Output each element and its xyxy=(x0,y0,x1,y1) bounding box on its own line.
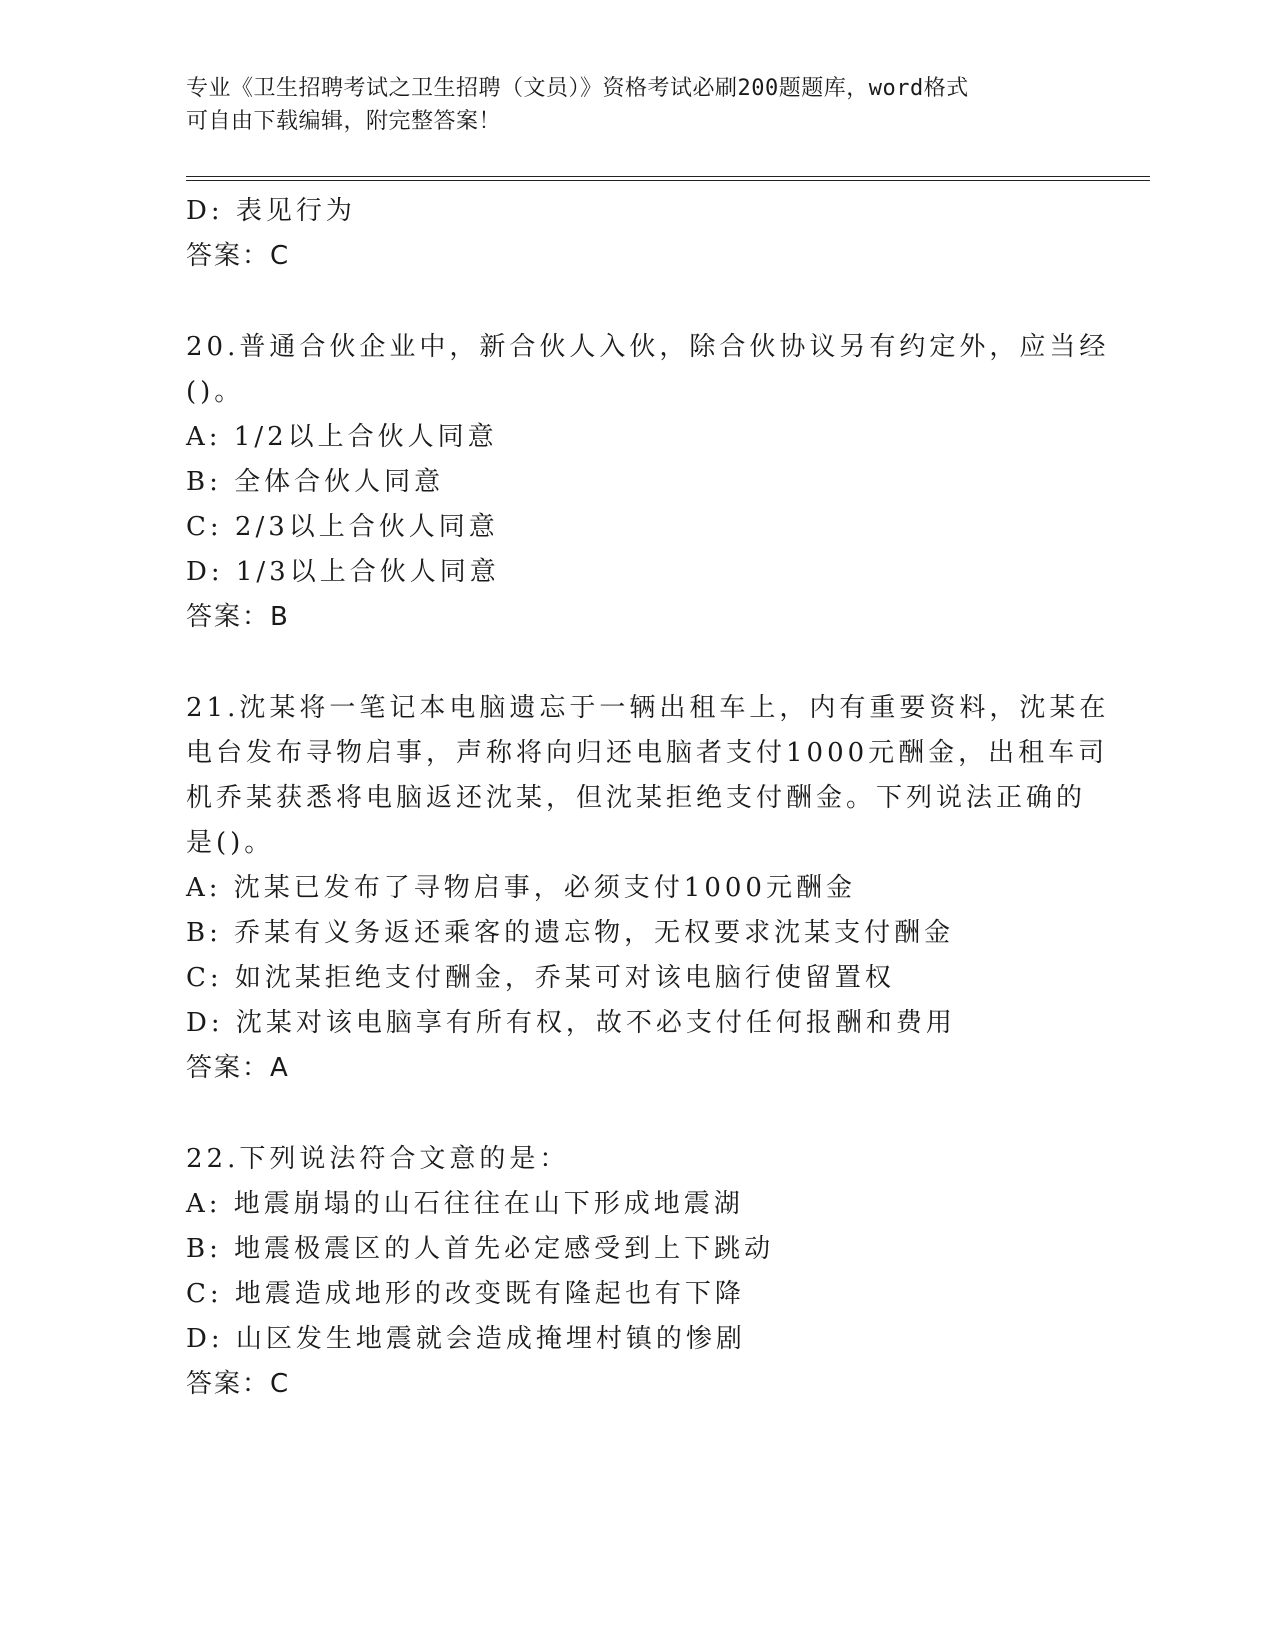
question-stem-line: 22.下列说法符合文意的是： xyxy=(186,1144,570,1174)
option-d: D: 山区发生地震就会造成掩埋村镇的惨剧 xyxy=(186,1324,746,1354)
option-c: C: 地震造成地形的改变既有隆起也有下降 xyxy=(186,1279,745,1309)
question-content xyxy=(186,189,1110,1407)
question-stem-line: ()。 xyxy=(186,377,245,407)
option-b: B: 地震极震区的人首先必定感受到上下跳动 xyxy=(186,1234,775,1264)
option-c: C: 2/3以上合伙人同意 xyxy=(186,512,499,542)
question-stem-line: 电台发布寻物启事，声称将向归还电脑者支付1000元酬金，出租车司 xyxy=(186,738,1109,768)
option-b: B: 乔某有义务返还乘客的遗忘物，无权要求沈某支付酬金 xyxy=(186,918,955,948)
page-header xyxy=(186,72,1066,138)
option-c: C: 如沈某拒绝支付酬金，乔某可对该电脑行使留置权 xyxy=(186,963,895,993)
answer-line: 答案：C xyxy=(186,1369,291,1399)
answer-line: 答案：B xyxy=(186,602,290,632)
question-21 xyxy=(186,686,1110,1091)
spacer xyxy=(186,279,1066,325)
option-d: D: 沈某对该电脑享有所有权，故不必支付任何报酬和费用 xyxy=(186,1008,956,1038)
answer-line: 答案：A xyxy=(186,1053,290,1083)
option-a: A: 地震崩塌的山石往往在山下形成地震湖 xyxy=(186,1189,744,1219)
question-stem-line: 21.沈某将一笔记本电脑遗忘于一辆出租车上，内有重要资料，沈某在 xyxy=(186,693,1110,723)
question-20 xyxy=(186,325,1110,640)
header-line-1: 专业《卫生招聘考试之卫生招聘（文员）》资格考试必刷200题题库，word格式 xyxy=(186,76,969,101)
header-divider xyxy=(186,176,1150,181)
option-d: D: 1/3以上合伙人同意 xyxy=(186,557,500,587)
question-stem-line: 机乔某获悉将电脑返还沈某，但沈某拒绝支付酬金。下列说法正确的 xyxy=(186,783,1087,813)
spacer xyxy=(186,640,1066,686)
option-d: D: 表见行为 xyxy=(186,196,356,226)
option-a: A: 沈某已发布了寻物启事，必须支付1000元酬金 xyxy=(186,873,856,903)
carryover-question xyxy=(186,189,1066,279)
answer-line: 答案：C xyxy=(186,241,291,271)
option-b: B: 全体合伙人同意 xyxy=(186,467,445,497)
spacer xyxy=(186,1091,1066,1137)
header-line-2: 可自由下载编辑，附完整答案！ xyxy=(186,109,502,134)
option-a: A: 1/2以上合伙人同意 xyxy=(186,422,498,452)
question-22 xyxy=(186,1137,1066,1407)
question-stem-line: 是()。 xyxy=(186,828,275,858)
question-stem-line: 20.普通合伙企业中，新合伙人入伙，除合伙协议另有约定外，应当经 xyxy=(186,332,1110,362)
